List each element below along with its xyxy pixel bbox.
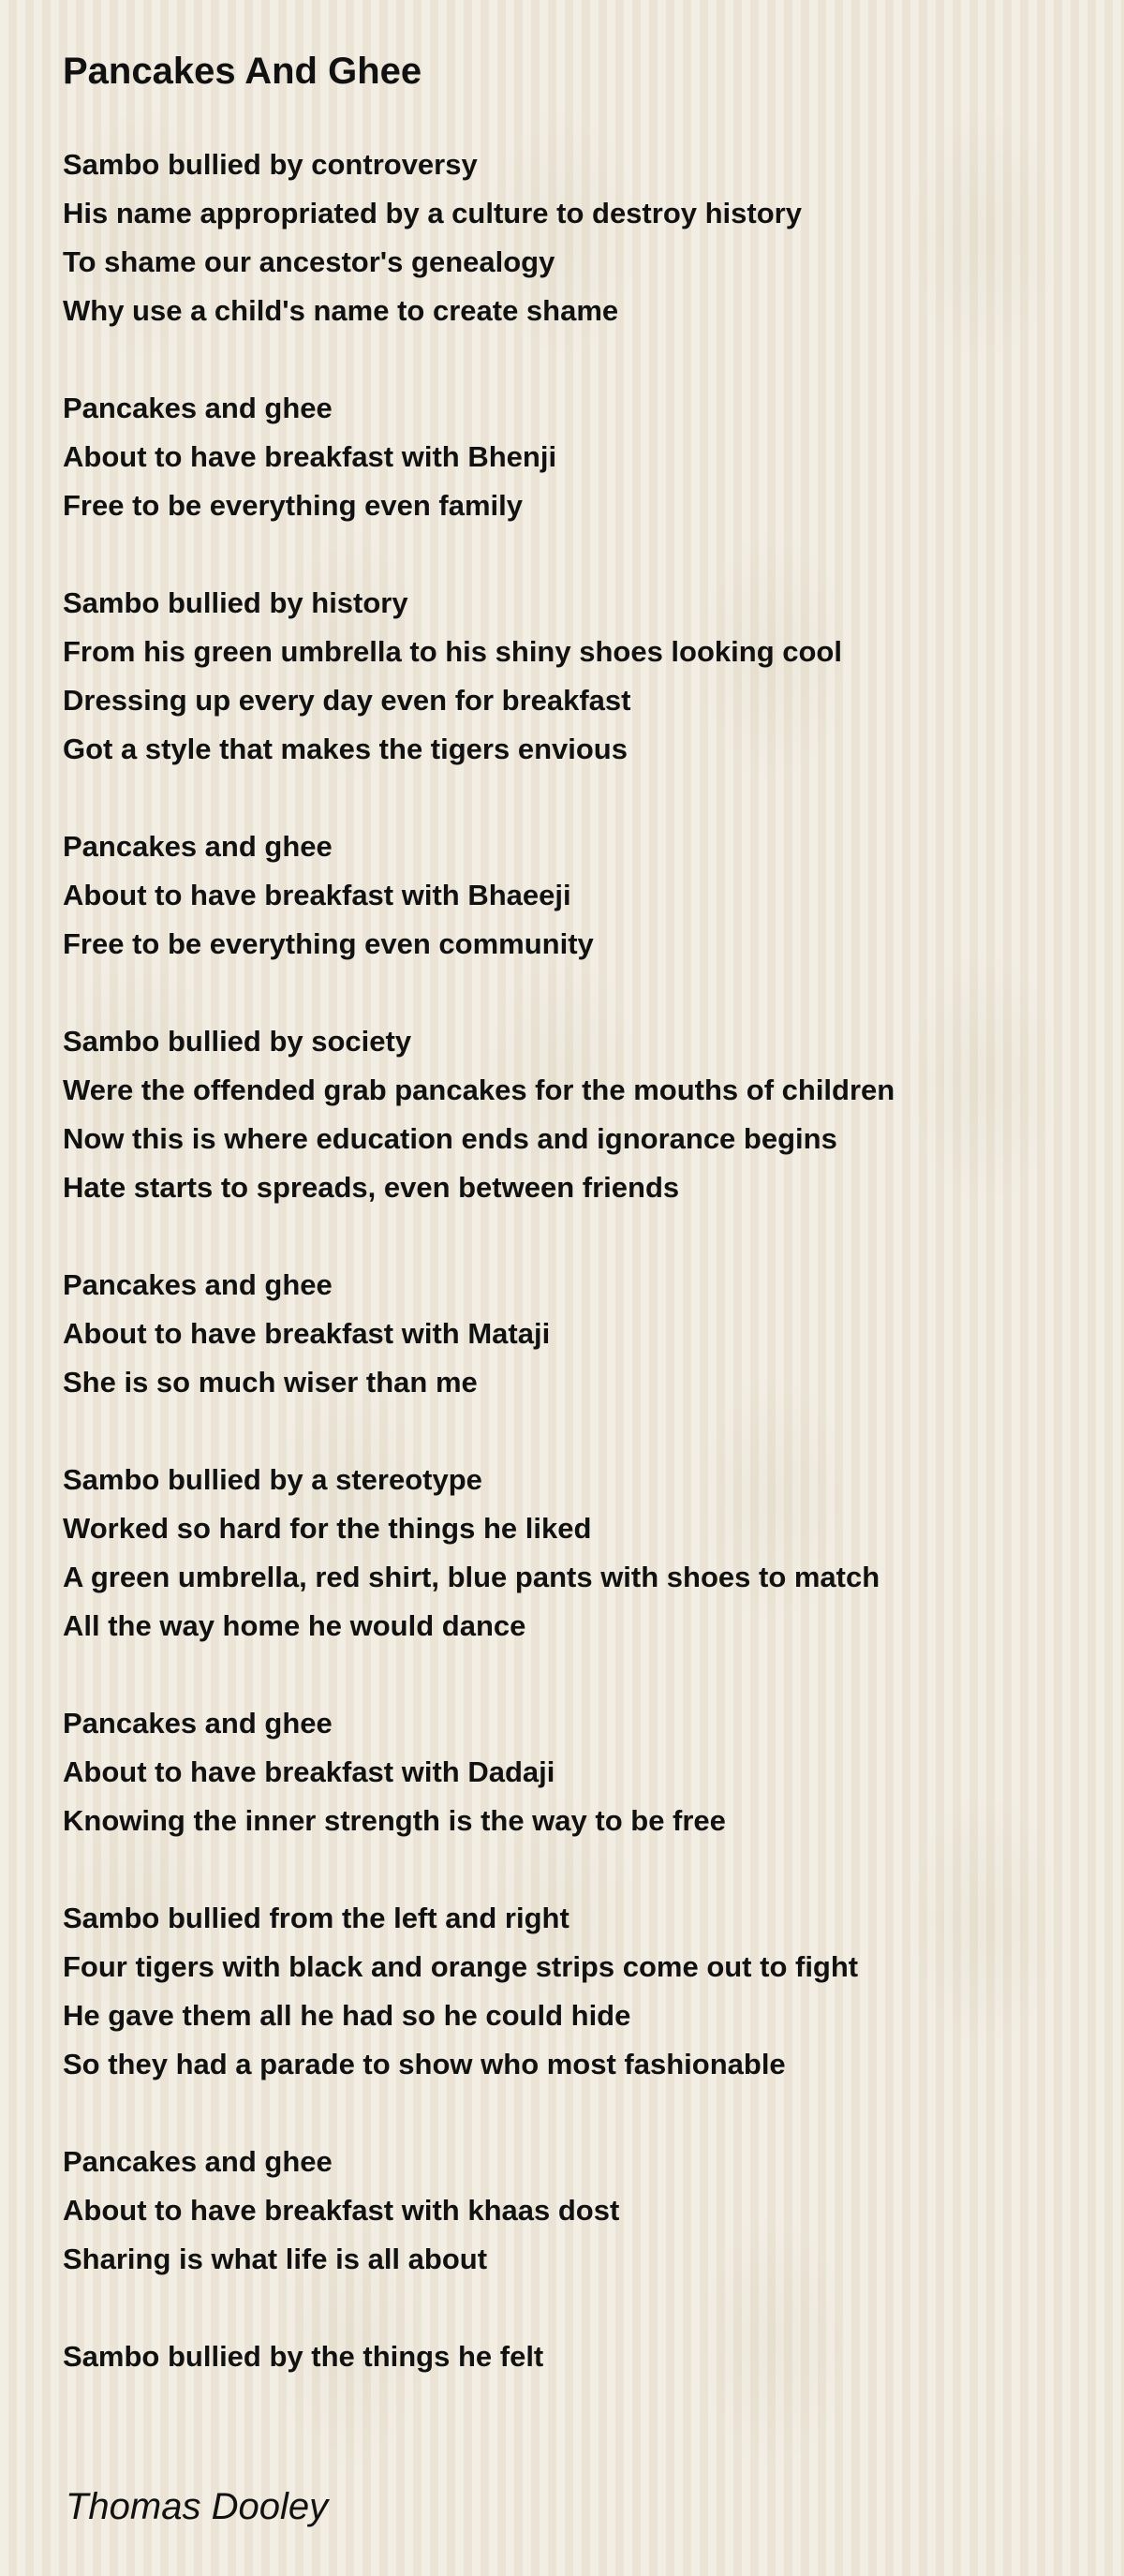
poem-line: So they had a parade to show who most fashionable: [63, 2048, 786, 2080]
poem-line: Sambo bullied by a stereotype: [63, 1463, 482, 1496]
poem-line: To shame our ancestor's genealogy: [63, 245, 555, 278]
poem-line: Sambo bullied by society: [63, 1025, 412, 1058]
stanza: [63, 1456, 1074, 1651]
stanza: [63, 579, 1074, 774]
poem-title: Pancakes And Ghee: [63, 51, 422, 92]
poem-line: About to have breakfast with Dadaji: [63, 1755, 555, 1788]
poem-line: About to have breakfast with Bhaeeji: [63, 879, 571, 911]
stanza: [63, 1894, 1074, 2089]
stanza: [63, 822, 1074, 969]
stanza: [63, 2332, 1074, 2381]
poem-line: Worked so hard for the things he liked: [63, 1512, 592, 1545]
poem-line: His name appropriated by a culture to destroy history: [63, 197, 802, 229]
author-signature: Thomas Dooley: [66, 2486, 329, 2527]
poem-line: He gave them all he had so he could hide: [63, 1999, 631, 2032]
poem-line: Pancakes and ghee: [63, 1707, 333, 1740]
poem-line: Got a style that makes the tigers envious: [63, 733, 628, 765]
poem-line: Sambo bullied by the things he felt: [63, 2340, 544, 2373]
poem-line: All the way home he would dance: [63, 1609, 526, 1642]
poem-line: Now this is where education ends and ignorance begins: [63, 1122, 837, 1155]
poem-line: Why use a child's name to create shame: [63, 294, 619, 327]
poem-line: Sambo bullied by controversy: [63, 148, 478, 181]
poem-line: Pancakes and ghee: [63, 1268, 333, 1301]
poem-line: Four tigers with black and orange strips come out to fight: [63, 1950, 859, 1983]
poem-line: From his green umbrella to his shiny shoes looking cool: [63, 635, 842, 668]
poem-line: About to have breakfast with khaas dost: [63, 2194, 620, 2227]
poem-line: Knowing the inner strength is the way to be free: [63, 1804, 726, 1837]
poem-line: About to have breakfast with Bhenji: [63, 440, 557, 473]
stanza: [63, 141, 1074, 335]
poem-line: Sharing is what life is all about: [63, 2243, 488, 2275]
poem-line: Were the offended grab pancakes for the mouths of children: [63, 1073, 895, 1106]
poem-line: About to have breakfast with Mataji: [63, 1317, 551, 1350]
poem-line: Free to be everything even community: [63, 927, 594, 960]
stanza: [63, 2138, 1074, 2284]
poem-line: Dressing up every day even for breakfast: [63, 684, 631, 717]
poem-line: Pancakes and ghee: [63, 830, 333, 863]
stanza: [63, 1261, 1074, 1407]
stanza: [63, 384, 1074, 530]
poem-line: Sambo bullied by history: [63, 586, 408, 619]
poem-line: She is so much wiser than me: [63, 1366, 478, 1399]
poem-line: Hate starts to spreads, even between friends: [63, 1171, 680, 1204]
stanza: [63, 1699, 1074, 1845]
poem-body: [63, 141, 1074, 2430]
poem-line: A green umbrella, red shirt, blue pants with shoes to match: [63, 1561, 880, 1593]
poem-line: Sambo bullied from the left and right: [63, 1902, 569, 1934]
stanza: [63, 1017, 1074, 1212]
poem-line: Pancakes and ghee: [63, 2145, 333, 2178]
poem-line: Pancakes and ghee: [63, 392, 333, 424]
poem-line: Free to be everything even family: [63, 489, 524, 522]
